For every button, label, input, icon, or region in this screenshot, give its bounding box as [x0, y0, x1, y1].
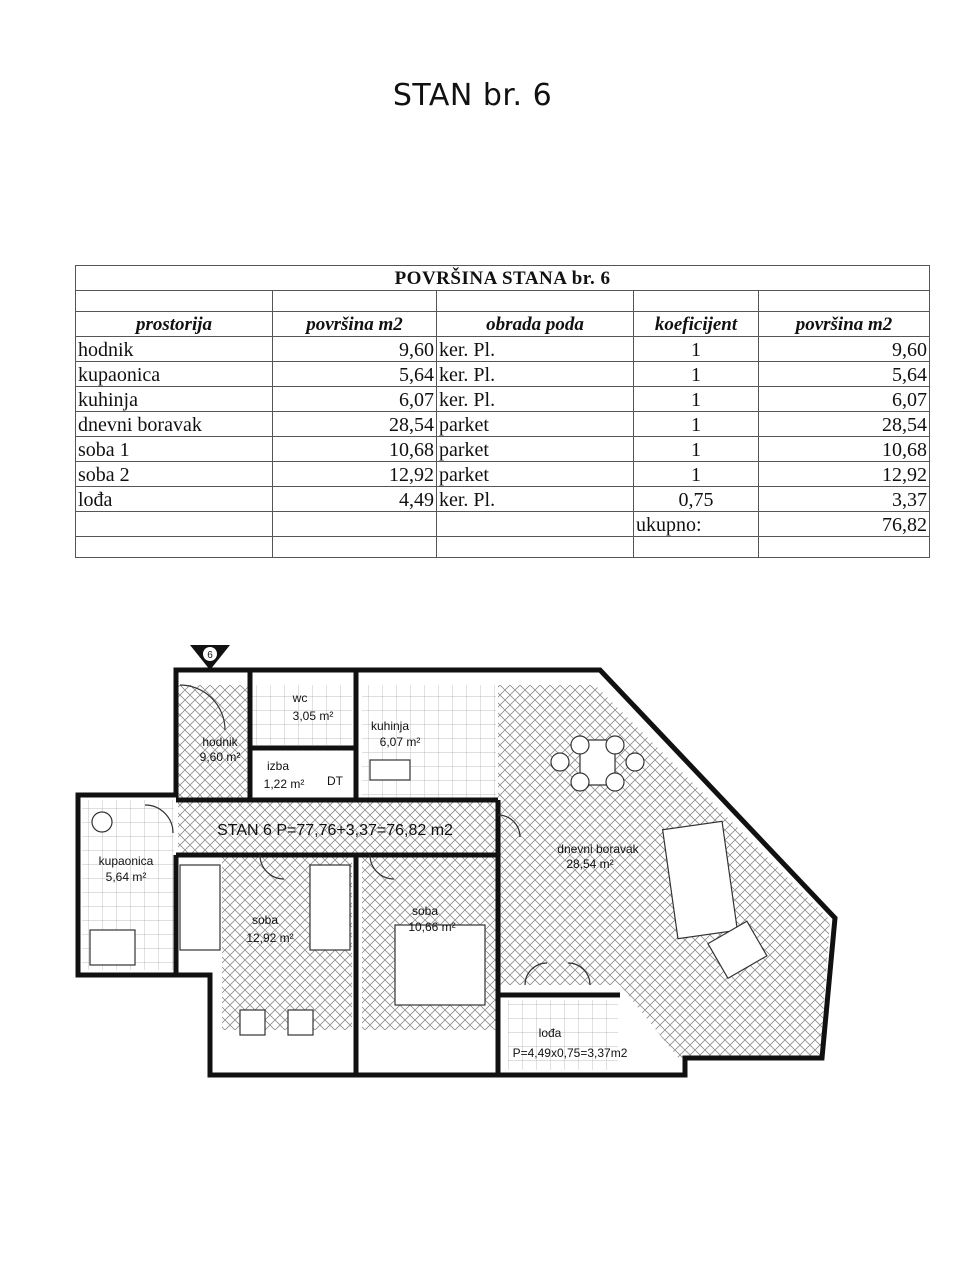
entry-marker: [190, 645, 230, 670]
total-label: ukupno:: [634, 512, 759, 537]
floor-finish: parket: [437, 412, 634, 437]
room-area: 28,54: [273, 412, 437, 437]
dnevni-label: dnevni boravak: [557, 842, 639, 856]
table-caption: POVRŠINA STANA br. 6: [76, 266, 930, 291]
floor-finish: ker. Pl.: [437, 387, 634, 412]
weighted-area: 9,60: [759, 337, 930, 362]
hodnik-area: 9,60 m²: [199, 750, 241, 764]
hodnik-label: hodnik: [202, 735, 238, 749]
kupaonica-label: kupaonica: [98, 854, 154, 868]
floor-finish: parket: [437, 462, 634, 487]
floor-plan: [60, 640, 860, 1090]
table-header-row: [76, 312, 930, 337]
room-name: hodnik: [76, 337, 273, 362]
soba2-area: 12,92 m²: [246, 931, 294, 945]
table-row: [76, 362, 930, 387]
coefficient: 1: [634, 387, 759, 412]
room-name: lođa: [76, 487, 273, 512]
coefficient: 1: [634, 337, 759, 362]
table-total-row: [76, 512, 930, 537]
izba-label: izba: [266, 759, 290, 773]
coefficient: 0,75: [634, 487, 759, 512]
loda-label: lođa: [538, 1026, 562, 1040]
room-area: 12,92: [273, 462, 437, 487]
wc-label: wc: [292, 691, 308, 705]
kuhinja-area: 6,07 m²: [379, 735, 421, 749]
room-name: kupaonica: [76, 362, 273, 387]
dnevni-area: 28,54 m²: [566, 857, 614, 871]
dt-label: DT: [327, 774, 343, 788]
table-spacer-row: [76, 537, 930, 558]
floor-finish: ker. Pl.: [437, 362, 634, 387]
room-area: 10,68: [273, 437, 437, 462]
weighted-area: 6,07: [759, 387, 930, 412]
header-koeficijent: koeficijent: [634, 312, 759, 337]
soba1-area: 10,66 m²: [408, 920, 456, 934]
coefficient: 1: [634, 412, 759, 437]
floor-finish: parket: [437, 437, 634, 462]
weighted-area: 5,64: [759, 362, 930, 387]
izba-area: 1,22 m²: [263, 777, 305, 791]
area-table: [75, 265, 930, 558]
kupaonica-area: 5,64 m²: [105, 870, 147, 884]
floor-finish: ker. Pl.: [437, 337, 634, 362]
table-row: [76, 337, 930, 362]
table-row: [76, 437, 930, 462]
room-area: 4,49: [273, 487, 437, 512]
room-area: 9,60: [273, 337, 437, 362]
floor-finish: ker. Pl.: [437, 487, 634, 512]
page-title: STAN br. 6: [392, 78, 553, 113]
table-row: [76, 487, 930, 512]
soba1-label: soba: [411, 904, 439, 918]
entry-marker-label: 6: [207, 650, 213, 661]
header-obrada-poda: obrada poda: [437, 312, 634, 337]
room-name: soba 1: [76, 437, 273, 462]
table-row: [76, 462, 930, 487]
coefficient: 1: [634, 437, 759, 462]
header-povrsina: površina m2: [273, 312, 437, 337]
kuhinja-label: kuhinja: [370, 719, 410, 733]
room-name: kuhinja: [76, 387, 273, 412]
table-spacer-row: [76, 291, 930, 312]
table-caption-row: [76, 266, 930, 291]
weighted-area: 3,37: [759, 487, 930, 512]
loda-area: P=4,49x0,75=3,37m2: [512, 1046, 628, 1060]
room-area: 5,64: [273, 362, 437, 387]
weighted-area: 10,68: [759, 437, 930, 462]
room-name: soba 2: [76, 462, 273, 487]
table-row: [76, 412, 930, 437]
table-row: [76, 387, 930, 412]
room-area: 6,07: [273, 387, 437, 412]
apartment-label: STAN 6 P=77,76+3,37=76,82 m2: [217, 822, 453, 839]
header-povrsina-2: površina m2: [759, 312, 930, 337]
wc-area: 3,05 m²: [292, 709, 334, 723]
total-value: 76,82: [759, 512, 930, 537]
room-name: dnevni boravak: [76, 412, 273, 437]
coefficient: 1: [634, 362, 759, 387]
header-prostorija: prostorija: [76, 312, 273, 337]
soba2-label: soba: [251, 913, 279, 927]
coefficient: 1: [634, 462, 759, 487]
weighted-area: 28,54: [759, 412, 930, 437]
weighted-area: 12,92: [759, 462, 930, 487]
